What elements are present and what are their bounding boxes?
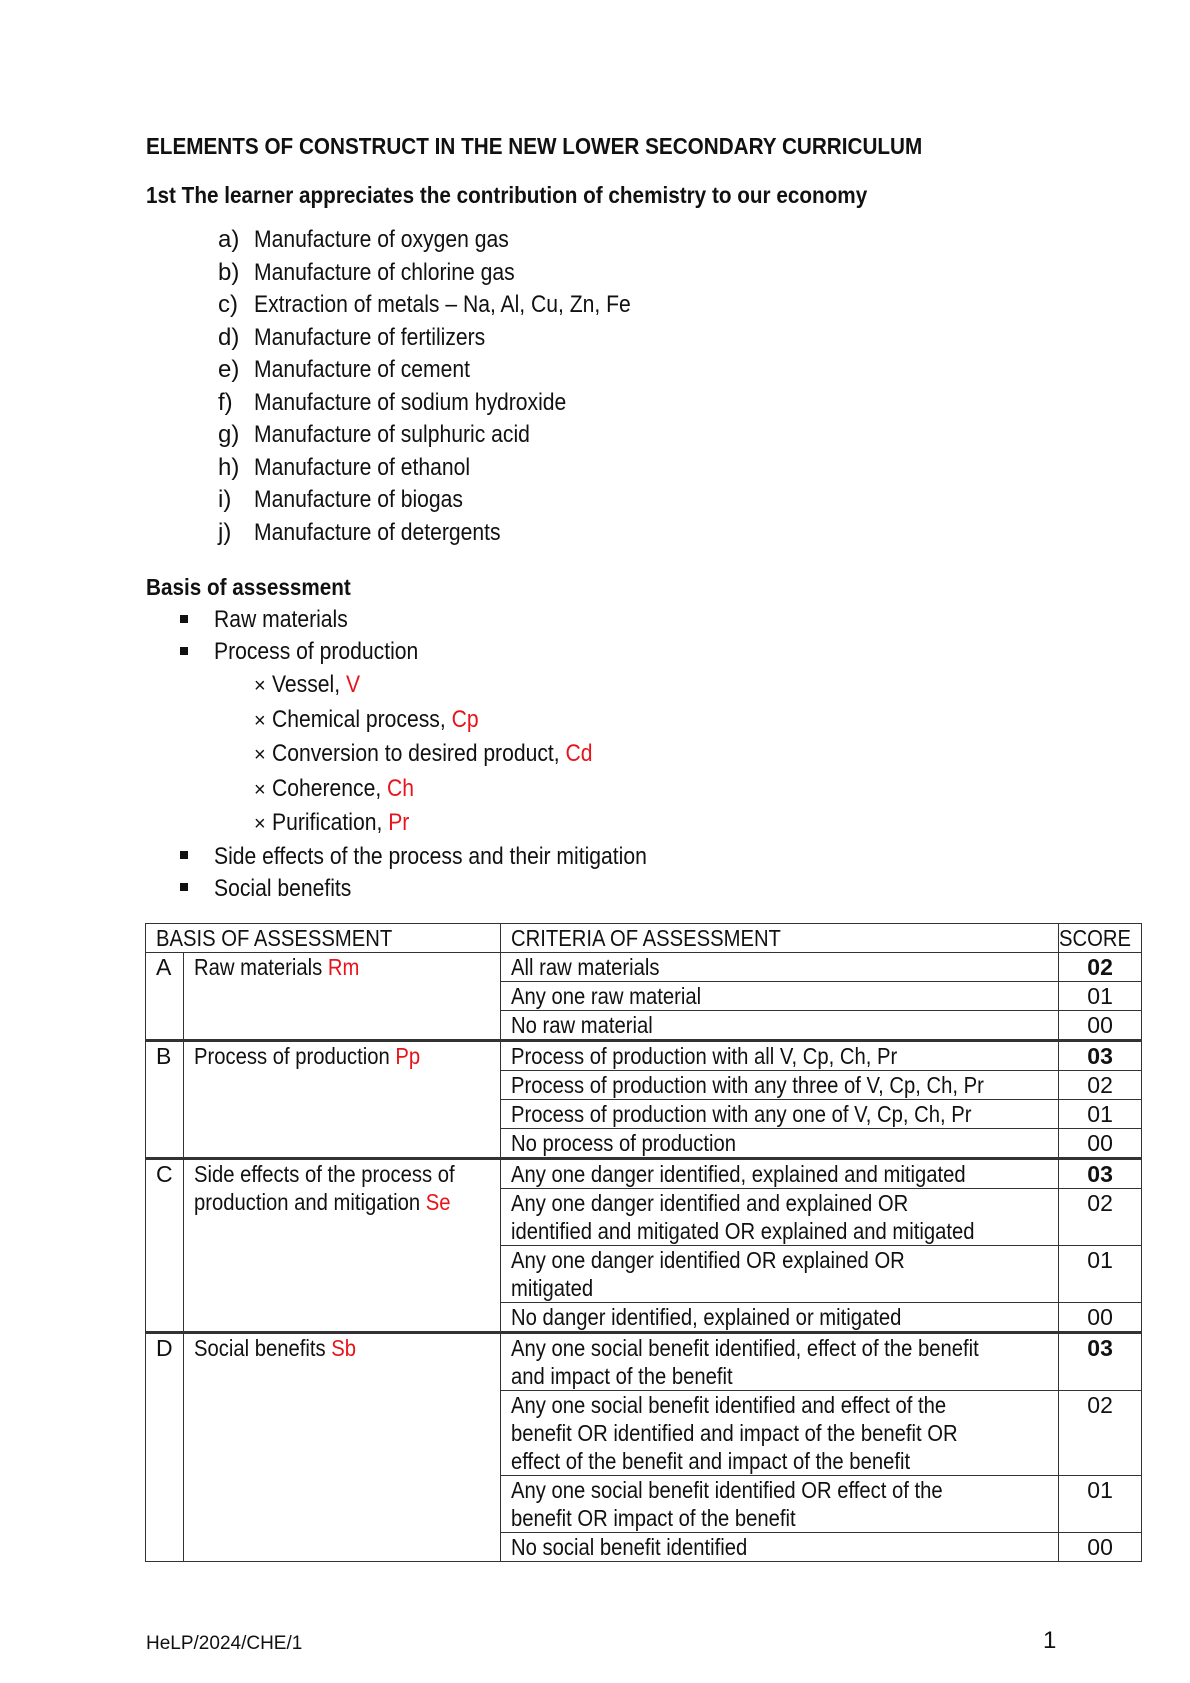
list-item: e) Manufacture of cement [218,356,471,383]
list-item: b) Manufacture of chlorine gas [218,258,515,286]
list-item: h) Manufacture of ethanol [218,453,471,481]
sub-item: × Vessel, V [254,668,706,703]
row-letter: A [146,953,184,1041]
criteria-cell: No danger identified, explained or mitigated [500,1303,1058,1333]
score-cell: 01 [1059,982,1142,1011]
table-row [146,1041,1142,1071]
row-letter: D [146,1333,184,1562]
sub-item: × Conversion to desired product, Cd [254,737,706,772]
bullet-square-icon [180,647,188,655]
basis-heading: Basis of assessment [146,574,351,600]
score-cell: 01 [1059,1246,1142,1303]
criteria-cell: No social benefit identified [500,1533,1058,1562]
bullet-square-icon [180,883,188,891]
bullet-side-effects: Side effects of the process and their mitigation [180,841,706,873]
bullet-raw-materials: Raw materials [180,604,706,636]
score-cell: 03 [1059,1333,1142,1391]
bullet-square-icon [180,851,188,859]
row-basis: Side effects of the process of production and mitigation Se [183,1159,500,1333]
times-icon: × [254,813,266,835]
criteria-cell: Any one social benefit identified OR effect of the benefit OR impact of the benefit [500,1476,1058,1533]
criteria-cell: Any one raw material [500,982,1058,1011]
table-row [146,953,1142,982]
basis-bullet-list [180,604,706,905]
criteria-cell: Any one danger identified, explained and mitigated [500,1159,1058,1189]
page-number: 1 [1043,1627,1057,1654]
sub-item: × Coherence, Ch [254,772,706,807]
criteria-cell: No process of production [500,1129,1058,1159]
assessment-table [145,923,1142,1562]
criteria-cell: Any one danger identified OR explained OR mitigated [500,1246,1058,1303]
row-basis: Process of production Pp [183,1041,500,1159]
list-item: a) Manufacture of oxygen gas [218,226,509,253]
header-criteria: CRITERIA OF ASSESSMENT [500,924,1058,953]
criteria-cell: Any one social benefit identified and effect of the benefit OR identified and impact of the benefit OR effect of the benefit and impact of the benefit [500,1391,1058,1476]
list-item: j) Manufacture of detergents [218,518,501,546]
criteria-cell: Process of production with any one of V, Cp, Ch, Pr [500,1100,1058,1129]
times-icon: × [254,778,266,801]
score-cell: 00 [1059,1533,1142,1562]
times-icon: × [254,675,266,697]
score-cell: 02 [1059,1071,1142,1100]
criteria-cell: No raw material [500,1011,1058,1041]
list-item: g) Manufacture of sulphuric acid [218,421,530,448]
bullet-square-icon [180,615,188,623]
header-score: SCORE [1059,924,1142,953]
header-basis: BASIS OF ASSESSMENT [146,924,501,953]
learning-outcome: 1st The learner appreciates the contribution of chemistry to our economy [146,182,868,208]
row-letter: C [146,1159,184,1333]
score-cell: 00 [1059,1129,1142,1159]
score-cell: 02 [1059,1189,1142,1246]
score-cell: 02 [1059,1391,1142,1476]
score-cell: 01 [1059,1476,1142,1533]
criteria-cell: Any one danger identified and explained OR identified and mitigated OR explained and mitigated [500,1189,1058,1246]
score-cell: 00 [1059,1011,1142,1041]
row-letter: B [146,1041,184,1159]
score-cell: 03 [1059,1041,1142,1071]
score-cell: 03 [1059,1159,1142,1189]
footer-document-code: HeLP/2024/CHE/1 [146,1633,303,1654]
criteria-cell: Process of production with any three of V, Cp, Ch, Pr [500,1071,1058,1100]
criteria-cell: Process of production with all V, Cp, Ch, Pr [500,1041,1058,1071]
list-item: d) Manufacture of fertilizers [218,323,486,351]
row-basis: Raw materials Rm [183,953,500,1041]
score-cell: 00 [1059,1303,1142,1333]
table-header-row [146,924,1142,953]
topic-list [218,224,682,549]
times-icon: × [254,744,266,766]
table-row [146,1159,1142,1189]
criteria-cell: All raw materials [500,953,1058,982]
times-icon: × [254,709,266,732]
bullet-process: Process of production [180,636,706,668]
process-sub-list [254,668,706,841]
list-item: f) Manufacture of sodium hydroxide [218,388,567,416]
sub-item: × Purification, Pr [254,806,706,841]
list-item: c) Extraction of metals – Na, Al, Cu, Zn, Fe [218,291,631,318]
score-cell: 01 [1059,1100,1142,1129]
bullet-social-benefits: Social benefits [180,873,706,905]
document-title: ELEMENTS OF CONSTRUCT IN THE NEW LOWER SECONDARY CURRICULUM [146,133,923,159]
list-item: i) Manufacture of biogas [218,486,463,513]
sub-item: × Chemical process, Cp [254,703,706,738]
criteria-cell: Any one social benefit identified, effect of the benefit and impact of the benefit [500,1333,1058,1391]
score-cell: 02 [1059,953,1142,982]
sub-list-container [180,668,706,841]
table-row [146,1333,1142,1391]
row-basis: Social benefits Sb [183,1333,500,1562]
